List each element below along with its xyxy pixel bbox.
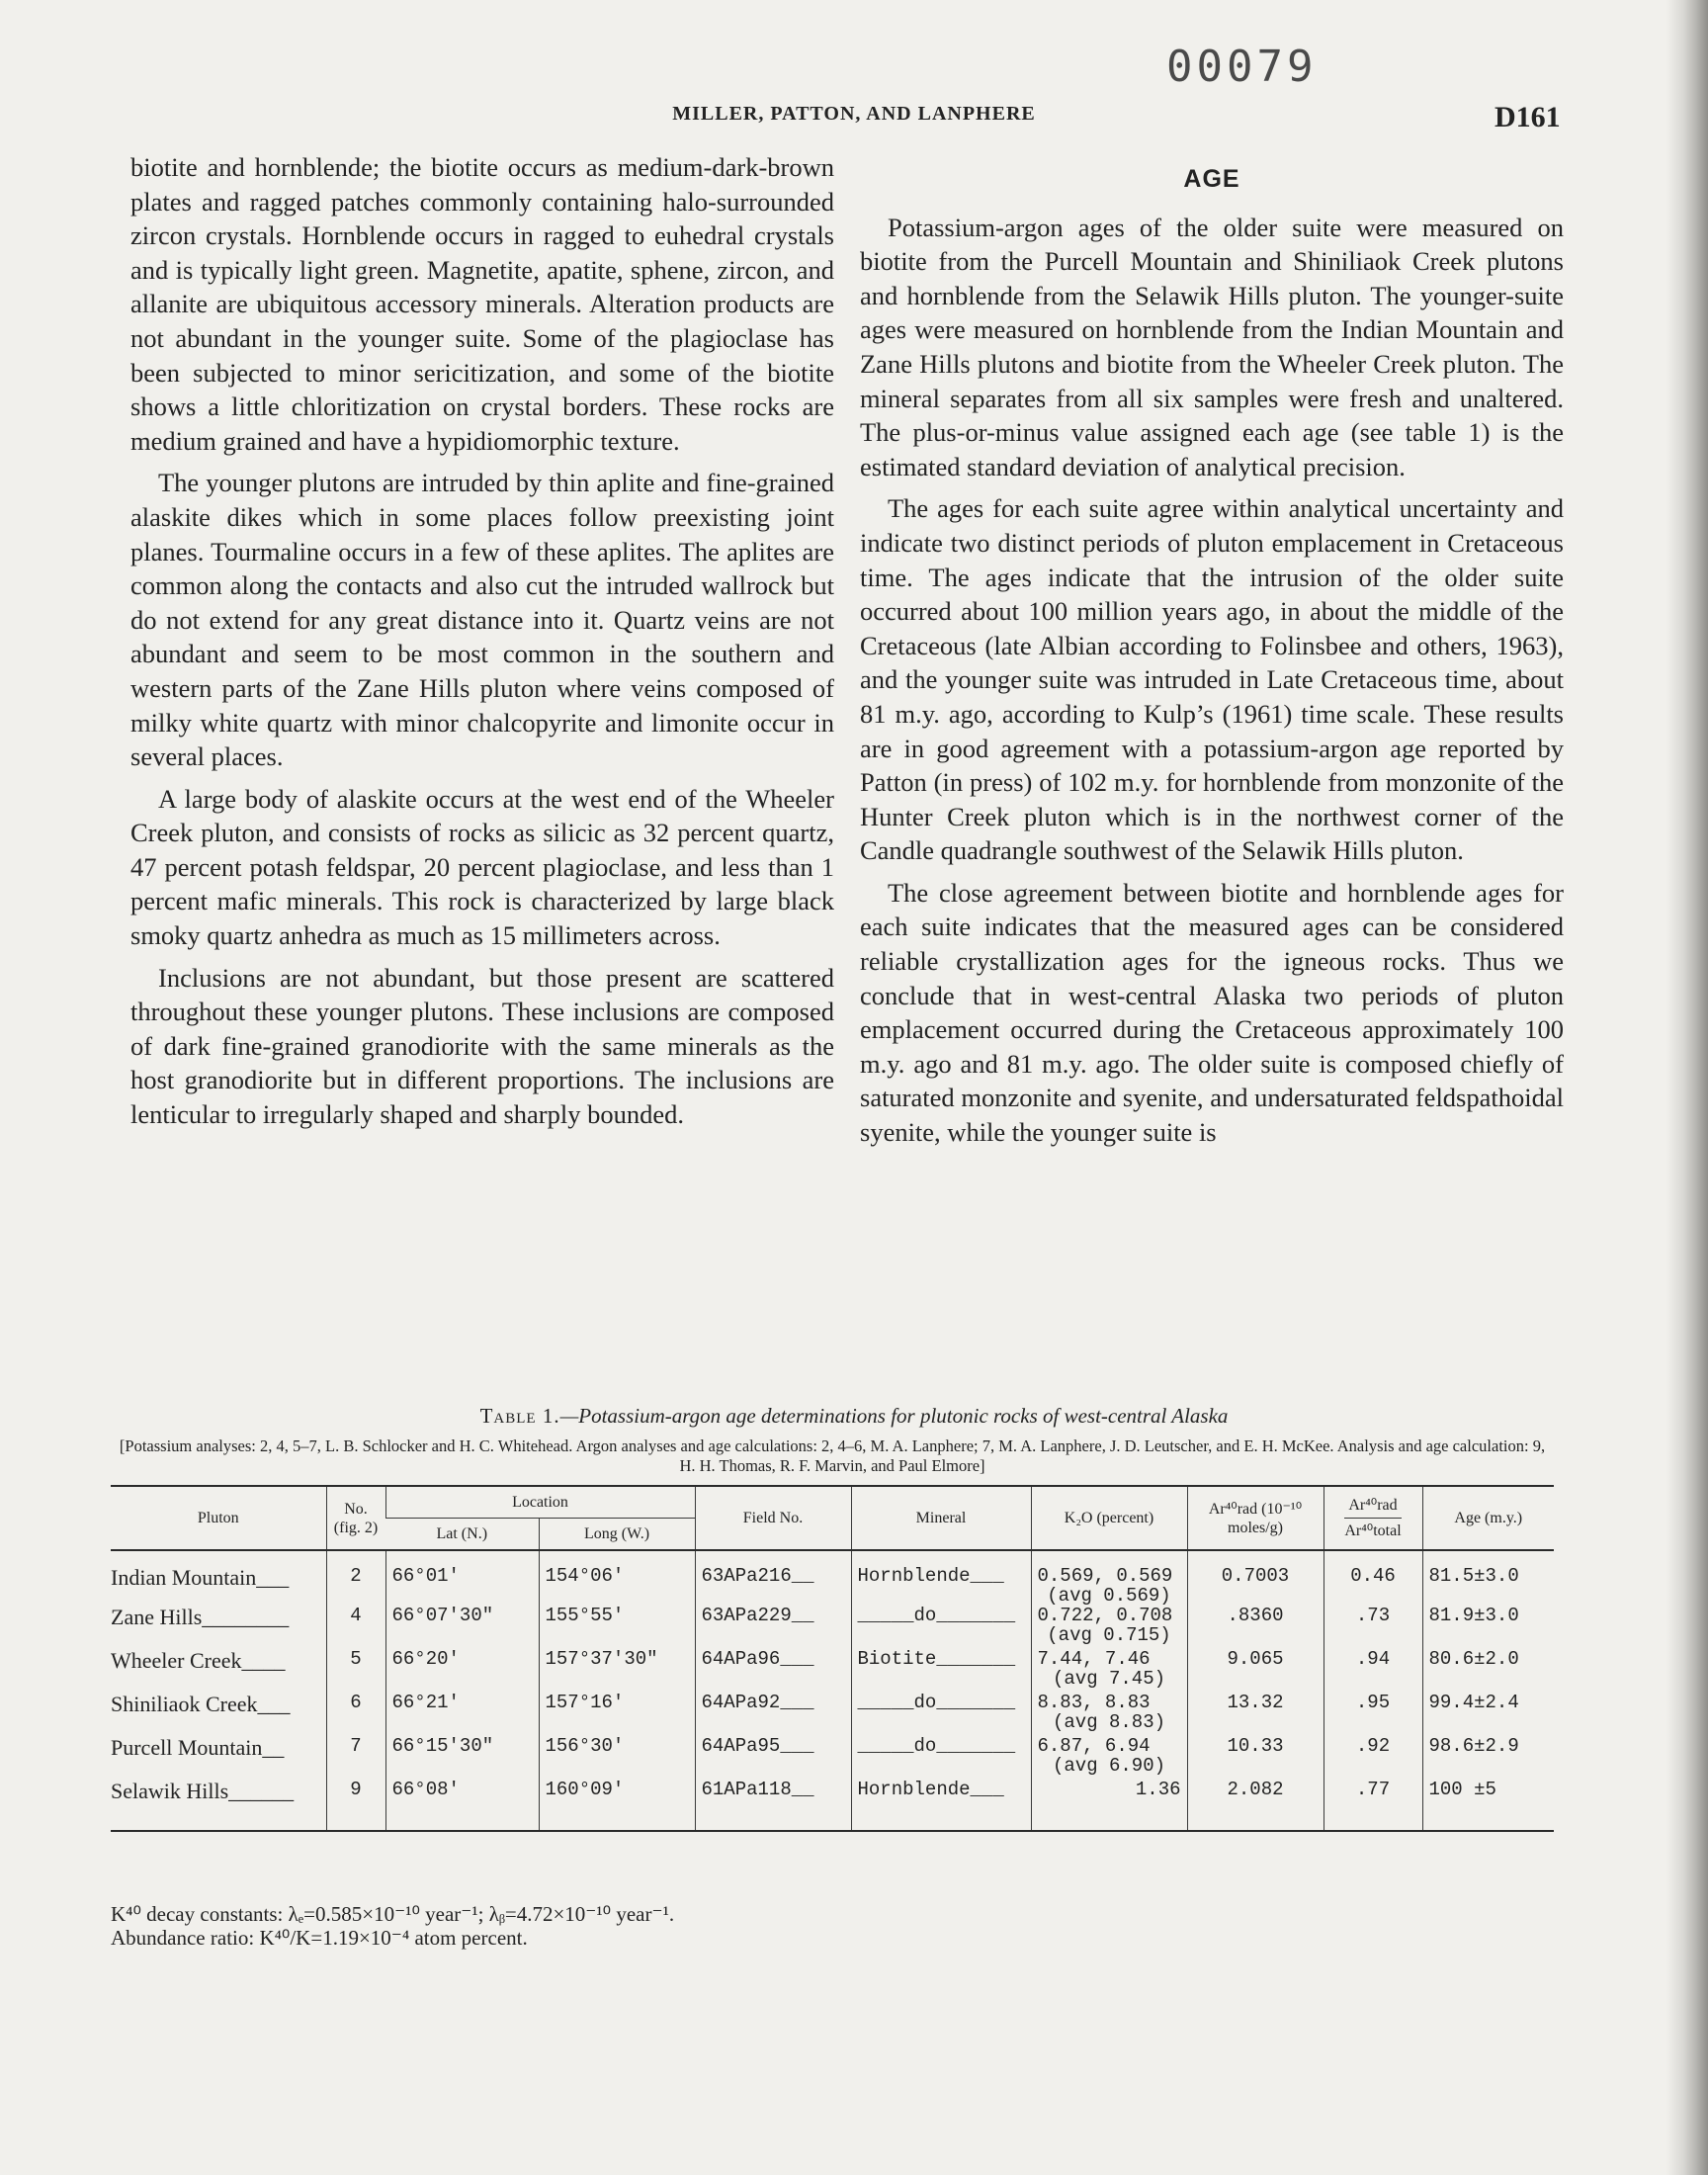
cell-k2o	[1031, 1779, 1187, 1831]
cell-mineral: _____do_______	[851, 1605, 1031, 1648]
cell-long: 160°09′	[539, 1779, 695, 1831]
cell-long: 154°06′	[539, 1550, 695, 1605]
cell-mineral: Biotite_______	[851, 1648, 1031, 1692]
footnote-abundance-ratio: Abundance ratio: K⁴⁰/K=1.19×10⁻⁴ atom percent.	[111, 1926, 528, 1950]
k2o-values: 8.83, 8.83	[1037, 1692, 1151, 1713]
section-title: AGE	[1183, 165, 1240, 193]
archive-stamp: 00079	[1166, 42, 1318, 92]
page-number: D161	[1494, 101, 1561, 133]
table-title	[0, 1404, 1708, 1429]
left-column	[130, 150, 834, 1132]
cell-field-no: 64APa95___	[695, 1735, 851, 1779]
k2o-average: (avg 0.715)	[1047, 1624, 1171, 1646]
cell-no: 5	[326, 1648, 385, 1692]
cell-ar-rad: 2.082	[1187, 1779, 1324, 1831]
cell-long: 156°30′	[539, 1735, 695, 1779]
cell-age: 81.5±3.0	[1422, 1550, 1554, 1605]
cell-pluton: Zane Hills________	[111, 1605, 290, 1629]
cell-ar-rad: .8360	[1187, 1605, 1324, 1648]
k2o-values: 7.44, 7.46	[1037, 1648, 1151, 1670]
cell-mineral: _____do_______	[851, 1692, 1031, 1735]
cell-mineral: _____do_______	[851, 1735, 1031, 1779]
header-age: Age (m.y.)	[1422, 1486, 1554, 1550]
cell-long: 157°37′30″	[539, 1648, 695, 1692]
k2o-values: 6.87, 6.94	[1037, 1735, 1151, 1757]
k2o-values: 0.722, 0.708	[1037, 1605, 1173, 1626]
header-ratio-denominator: Ar⁴⁰total	[1344, 1522, 1402, 1539]
cell-pluton: Indian Mountain___	[111, 1565, 290, 1590]
cell-age: 99.4±2.4	[1422, 1692, 1554, 1735]
cell-ratio: .92	[1324, 1735, 1422, 1779]
cell-lat: 66°08′	[385, 1779, 539, 1831]
cell-field-no: 64APa96___	[695, 1648, 851, 1692]
table-row	[111, 1550, 1554, 1605]
cell-k2o	[1031, 1605, 1187, 1648]
k2o-average: (avg 8.83)	[1052, 1711, 1166, 1733]
paragraph: Potassium-argon ages of the older suite were measured on biotite from the Purcell Mountain and Shiniliaok Creek plutons and hornblende from the Selawik Hills pluton. The younger-suite ages were measured on hornblende from the Indian Mountain and Zane Hills plutons and biotite from the Wheeler Creek pluton. The mineral separates from all six samples were fresh and unaltered. The plus-or-minus value assigned each age (see table 1) is the estimated standard deviation of analytical precision.	[860, 212, 1564, 481]
k2o-values: 1.36	[1135, 1779, 1181, 1800]
table-title-text: —Potassium-argon age determinations for plutonic rocks of west-central Alaska	[559, 1404, 1229, 1428]
cell-k2o	[1031, 1550, 1187, 1605]
table-row	[111, 1605, 1554, 1648]
k2o-average: (avg 7.45)	[1052, 1668, 1166, 1690]
right-column	[860, 162, 1564, 1150]
cell-no: 9	[326, 1779, 385, 1831]
paragraph: The close agreement between biotite and hornblende ages for each suite indicates that the measured ages can be considered reliable crystallization ages for the igneous rocks. Thus we conclude that in west-central Alaska two periods of pluton emplacement occurred during the Cretaceous approximately 100 m.y. ago and 81 m.y. ago. The older suite is composed chiefly of saturated monzonite and syenite, and undersaturated feldspathoidal syenite, while the younger suite is	[860, 877, 1564, 1148]
cell-pluton: Shiniliaok Creek___	[111, 1692, 291, 1716]
cell-field-no: 63APa229__	[695, 1605, 851, 1648]
header-long: Long (W.)	[539, 1519, 695, 1551]
cell-k2o	[1031, 1735, 1187, 1779]
cell-ar-rad: 13.32	[1187, 1692, 1324, 1735]
cell-k2o	[1031, 1692, 1187, 1735]
header-k2o: K₂O (percent)	[1031, 1486, 1187, 1550]
cell-mineral: Hornblende___	[851, 1779, 1031, 1831]
cell-pluton: Selawik Hills______	[111, 1779, 326, 1831]
cell-age: 100 ±5	[1422, 1779, 1554, 1831]
cell-lat: 66°21′	[385, 1692, 539, 1735]
table-row	[111, 1735, 1554, 1779]
cell-mineral: Hornblende___	[851, 1550, 1031, 1605]
k2o-average: (avg 0.569)	[1047, 1585, 1171, 1607]
cell-age: 80.6±2.0	[1422, 1648, 1554, 1692]
cell-ratio: .73	[1324, 1605, 1422, 1648]
table-row	[111, 1648, 1554, 1692]
cell-ratio: 0.46	[1324, 1550, 1422, 1605]
header-no: No. (fig. 2)	[326, 1486, 385, 1550]
header-ratio-numerator: Ar⁴⁰rad	[1344, 1496, 1401, 1519]
cell-field-no: 64APa92___	[695, 1692, 851, 1735]
table-row	[111, 1779, 1554, 1831]
table-row	[111, 1692, 1554, 1735]
header-mineral: Mineral	[851, 1486, 1031, 1550]
age-table	[111, 1485, 1554, 1832]
cell-no: 2	[326, 1550, 385, 1605]
cell-k2o	[1031, 1648, 1187, 1692]
header-field-no: Field No.	[695, 1486, 851, 1550]
header-ar-rad: Ar⁴⁰rad (10⁻¹⁰ moles/g)	[1187, 1486, 1324, 1550]
paragraph: biotite and hornblende; the biotite occurs as medium-dark-brown plates and ragged patches commonly containing halo-surrounded zircon crystals. Hornblende occurs in ragged to euhedral crystals and is typically light green. Magnetite, apatite, sphene, zircon, and allanite are ubiquitous accessory minerals. Alteration products are not abundant in the younger suite. Some of the plagioclase has been subjected to minor sericitization, and some of the biotite shows a little chloritization on crystal borders. These rocks are medium grained and have a hypidiomorphic texture.	[130, 152, 834, 456]
paragraph: A large body of alaskite occurs at the west end of the Wheeler Creek pluton, and consists of rocks as silicic as 32 percent quartz, 47 percent potash feldspar, 20 percent plagioclase, and less than 1 percent mafic minerals. This rock is characterized by large black smoky quartz anhedra as much as 15 millimeters across.	[130, 783, 834, 951]
header-pluton: Pluton	[111, 1486, 326, 1550]
running-head: MILLER, PATTON, AND LANPHERE	[672, 103, 1036, 125]
cell-ar-rad: 0.7003	[1187, 1550, 1324, 1605]
header-ratio	[1324, 1486, 1422, 1550]
header-lat: Lat (N.)	[385, 1519, 539, 1551]
table-footnotes	[111, 1902, 1297, 1950]
cell-field-no: 61APa118__	[695, 1779, 851, 1831]
cell-no: 7	[326, 1735, 385, 1779]
cell-age: 98.6±2.9	[1422, 1735, 1554, 1779]
paragraph: Inclusions are not abundant, but those present are scattered throughout these younger plutons. These inclusions are composed of dark fine-grained granodiorite with the same minerals as the host granodiorite but in different proportions. The inclusions are lenticular to irregularly shaped and sharply bounded.	[130, 962, 834, 1130]
cell-ratio: .95	[1324, 1692, 1422, 1735]
k2o-values: 0.569, 0.569	[1037, 1565, 1173, 1587]
table-title-prefix: Table 1.	[479, 1404, 560, 1428]
cell-long: 157°16′	[539, 1692, 695, 1735]
cell-no: 4	[326, 1605, 385, 1648]
cell-pluton: Wheeler Creek____	[111, 1648, 286, 1673]
cell-ar-rad: 9.065	[1187, 1648, 1324, 1692]
cell-no: 6	[326, 1692, 385, 1735]
cell-lat: 66°01′	[385, 1550, 539, 1605]
cell-long: 155°55′	[539, 1605, 695, 1648]
footnote-decay-constants: K⁴⁰ decay constants: λₑ=0.585×10⁻¹⁰ year⁻¹; λᵦ=4.72×10⁻¹⁰ year⁻¹.	[111, 1902, 675, 1926]
k2o-average: (avg 6.90)	[1052, 1755, 1166, 1777]
cell-ratio: .94	[1324, 1648, 1422, 1692]
cell-lat: 66°20′	[385, 1648, 539, 1692]
paragraph: The ages for each suite agree within analytical uncertainty and indicate two distinct periods of pluton emplacement in Cretaceous time. The ages indicate that the intrusion of the older suite occurred about 100 million years ago, in about the middle of the Cretaceous (late Albian according to Folinsbee and others, 1963), and the younger suite was intruded in Late Cretaceous time, about 81 m.y. ago, according to Kulp’s (1961) time scale. These results are in good agreement with a potassium-argon age reported by Patton (in press) of 102 m.y. for hornblende from monzonite of the Hunter Creek pluton which is in the northwest corner of the Candle quadrangle southwest of the Selawik Hills pluton.	[860, 493, 1564, 866]
table-note: [Potassium analyses: 2, 4, 5–7, L. B. Schlocker and H. C. Whitehead. Argon analyses and age calculations: 2, 4–6, M. A. Lanphere; 7, M. A. Lanphere, J. D. Leutscher, and E. H. McKee. Analysis and age calculation: 9, H. H. Thomas, R. F. Marvin, and Paul Elmore]	[119, 1436, 1546, 1475]
cell-ratio: .77	[1324, 1779, 1422, 1831]
cell-lat: 66°07′30″	[385, 1605, 539, 1648]
header-location: Location	[385, 1486, 695, 1519]
paragraph: The younger plutons are intruded by thin aplite and fine-grained alaskite dikes which in some places follow preexisting joint planes. Tourmaline occurs in a few of these aplites. The aplites are common along the contacts and also cut the intruded wallrock but do not extend for any great distance into it. Quartz veins are not abundant and seem to be most common in the southern and western parts of the Zane Hills pluton where veins composed of milky white quartz with minor chalcopyrite and limonite occur in several places.	[130, 468, 834, 772]
cell-field-no: 63APa216__	[695, 1550, 851, 1605]
cell-pluton: Purcell Mountain__	[111, 1735, 285, 1760]
cell-ar-rad: 10.33	[1187, 1735, 1324, 1779]
page-edge-shadow	[1666, 0, 1708, 2175]
cell-lat: 66°15′30″	[385, 1735, 539, 1779]
cell-age: 81.9±3.0	[1422, 1605, 1554, 1648]
